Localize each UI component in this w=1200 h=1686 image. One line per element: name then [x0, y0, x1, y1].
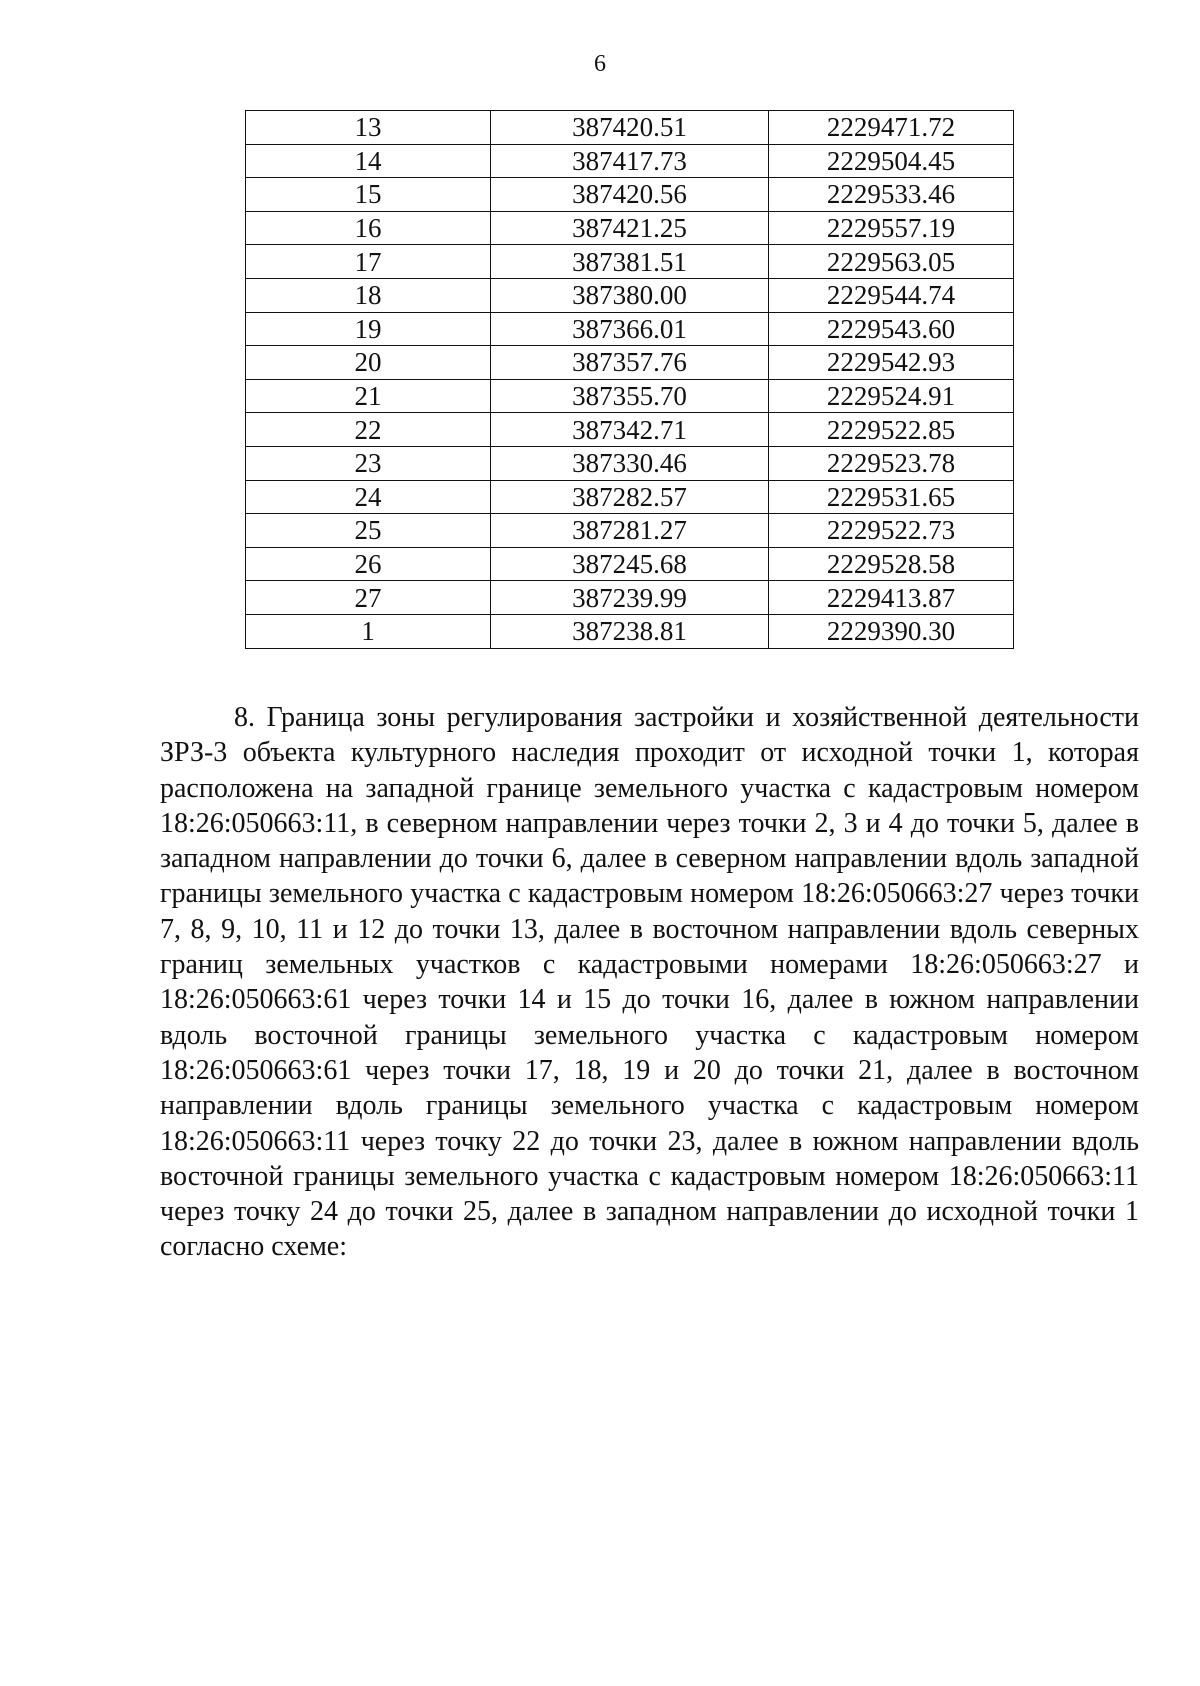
x-coordinate-cell: 387281.27: [491, 514, 769, 548]
table-row: [246, 245, 1014, 279]
y-coordinate-cell: 2229528.58: [769, 547, 1014, 581]
table-row: [246, 547, 1014, 581]
table-row: [246, 312, 1014, 346]
table-row: [246, 614, 1014, 648]
point-number-cell: 24: [246, 480, 491, 514]
table-row: [246, 278, 1014, 312]
point-number-cell: 27: [246, 581, 491, 615]
page-number: 6: [594, 51, 606, 77]
x-coordinate-cell: 387357.76: [491, 346, 769, 380]
point-number-cell: 20: [246, 346, 491, 380]
y-coordinate-cell: 2229522.73: [769, 514, 1014, 548]
table-row: [246, 581, 1014, 615]
x-coordinate-cell: 387420.56: [491, 178, 769, 212]
y-coordinate-cell: 2229543.60: [769, 312, 1014, 346]
coordinates-table: [245, 110, 1014, 649]
x-coordinate-cell: 387381.51: [491, 245, 769, 279]
y-coordinate-cell: 2229390.30: [769, 614, 1014, 648]
point-number-cell: 13: [246, 111, 491, 145]
table-row: [246, 480, 1014, 514]
x-coordinate-cell: 387380.00: [491, 278, 769, 312]
table-row: [246, 111, 1014, 145]
point-number-cell: 1: [246, 614, 491, 648]
x-coordinate-cell: 387420.51: [491, 111, 769, 145]
y-coordinate-cell: 2229544.74: [769, 278, 1014, 312]
y-coordinate-cell: 2229563.05: [769, 245, 1014, 279]
point-number-cell: 17: [246, 245, 491, 279]
x-coordinate-cell: 387330.46: [491, 446, 769, 480]
point-number-cell: 23: [246, 446, 491, 480]
point-number-cell: 15: [246, 178, 491, 212]
y-coordinate-cell: 2229533.46: [769, 178, 1014, 212]
x-coordinate-cell: 387421.25: [491, 211, 769, 245]
point-number-cell: 22: [246, 413, 491, 447]
table-row: [246, 379, 1014, 413]
table-row: [246, 178, 1014, 212]
x-coordinate-cell: 387282.57: [491, 480, 769, 514]
point-number-cell: 19: [246, 312, 491, 346]
table-row: [246, 446, 1014, 480]
y-coordinate-cell: 2229413.87: [769, 581, 1014, 615]
x-coordinate-cell: 387366.01: [491, 312, 769, 346]
point-number-cell: 26: [246, 547, 491, 581]
y-coordinate-cell: 2229524.91: [769, 379, 1014, 413]
point-number-cell: 18: [246, 278, 491, 312]
y-coordinate-cell: 2229523.78: [769, 446, 1014, 480]
point-number-cell: 21: [246, 379, 491, 413]
boundary-description-paragraph: 8. Граница зоны регулирования застройки и хозяйственной деятельности ЗРЗ-3 объекта культурного наследия проходит от исходной точки 1, которая расположена на западной границе земельного участка с кадастровым номером 18:26:050663:11, в северном направлении через точки 2, 3 и 4 до точки 5, далее в западном направлении до точки 6, далее в северном направлении вдоль западной границы земельного участка с кадастровым номером 18:26:050663:27 через точки 7, 8, 9, 10, 11 и 12 до точки 13, далее в восточном направлении вдоль северных границ земельных участков с кадастровыми номерами 18:26:050663:27 и 18:26:050663:61 через точки 14 и 15 до точки 16, далее в южном направлении вдоль восточной границы земельного участка с кадастровым номером 18:26:050663:61 через точки 17, 18, 19 и 20 до точки 21, далее в восточном направлении вдоль границы земельного участка с кадастровым номером 18:26:050663:11 через точку 22 до точки 23, далее в южном направлении вдоль восточной границы земельного участка с кадастровым номером 18:26:050663:11 через точку 24 до точки 25, далее в западном направлении до исходной точки 1 согласно схеме:: [160, 702, 1139, 1263]
x-coordinate-cell: 387239.99: [491, 581, 769, 615]
y-coordinate-cell: 2229531.65: [769, 480, 1014, 514]
y-coordinate-cell: 2229471.72: [769, 111, 1014, 145]
table-row: [246, 413, 1014, 447]
y-coordinate-cell: 2229504.45: [769, 144, 1014, 178]
y-coordinate-cell: 2229522.85: [769, 413, 1014, 447]
point-number-cell: 25: [246, 514, 491, 548]
x-coordinate-cell: 387417.73: [491, 144, 769, 178]
x-coordinate-cell: 387245.68: [491, 547, 769, 581]
x-coordinate-cell: 387342.71: [491, 413, 769, 447]
table-row: [246, 211, 1014, 245]
x-coordinate-cell: 387355.70: [491, 379, 769, 413]
y-coordinate-cell: 2229542.93: [769, 346, 1014, 380]
table-row: [246, 346, 1014, 380]
point-number-cell: 16: [246, 211, 491, 245]
point-number-cell: 14: [246, 144, 491, 178]
y-coordinate-cell: 2229557.19: [769, 211, 1014, 245]
table-row: [246, 514, 1014, 548]
x-coordinate-cell: 387238.81: [491, 614, 769, 648]
table-row: [246, 144, 1014, 178]
